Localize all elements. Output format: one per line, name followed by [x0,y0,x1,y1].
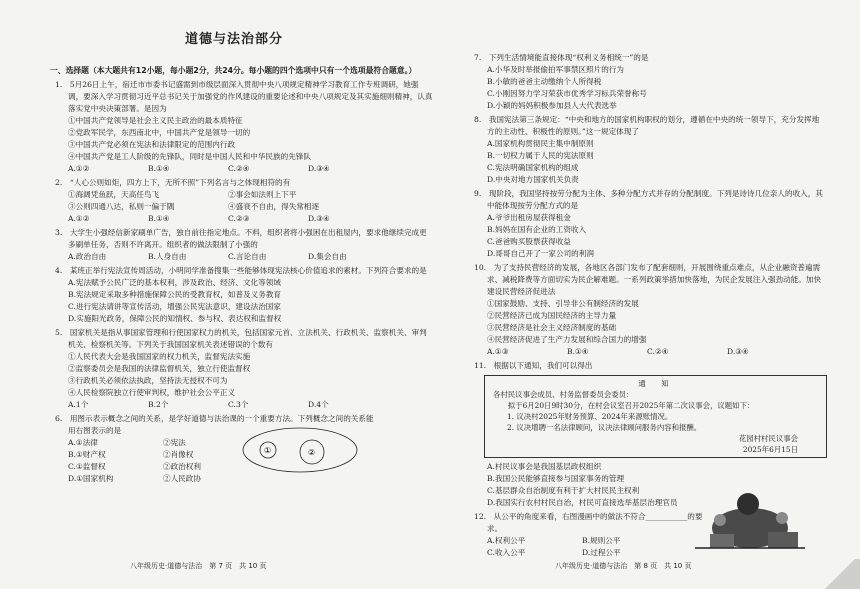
option-b[interactable]: B.我国公民能够直接参与国家事务的管理 [487,474,625,483]
statement: ④人民检察院独立行使审判权，维护社会公平正义 [68,388,236,397]
question-4 [55,265,433,325]
option-b[interactable]: B.①④ [567,347,589,356]
option-b[interactable]: B.小敏的爸爸主动缴纳个人所得税 [487,77,602,86]
statement: ④中国共产党是工人阶级的先锋队，同时是中国人民和中华民族的先锋队 [68,152,311,161]
question-stem: 2. “人心公则如炬，四方上下，无所不照”下列名言与之体现相符的有 [55,178,291,187]
notice-body: 拟于6月20日9时30分，在村会议室召开2025年第二次议事会，议题如下： [493,401,755,410]
question-10 [474,262,824,358]
statement: ④民营经济促进了生产力发展和综合国力的增强 [487,335,647,344]
option-c[interactable]: C.②④ [647,347,669,356]
cartoon-illustration [690,490,810,552]
answer-options [55,399,433,411]
answer-options [474,535,677,559]
question-stem: 1. 5月26日上午，宿迁市市委书记盛需到市级层面深入贯彻中央八项规定精神学习教育工作专班调研，她强调，要深入学习贯彻习近平总书记关于加强党的作风建设的重要论述和中央八项规定及其实施细则精神，认真落实党中央决策部署。是因为 [55,80,433,113]
option-d[interactable]: D.我国实行农村村民自治，村民可直接选举基层治理官员 [487,498,678,507]
option-d-pair: ②人民政协 [163,474,201,483]
footer-left: 八年级历史·道德与法治 第 7 页 共 10 页 [130,562,267,570]
question-stem: 12. 从公平的角度来看，右图漫画中的做法不符合___________的要求。 [474,512,703,533]
statement: ②监察委员会是我国的法律监督机关，独立行使监督权 [68,364,251,373]
question-stem: 5. 国家机关是指从事国家管理和行使国家权力的机关，包括国家元首、立法机关、行政机关、监察机关、审判机关、检察机关等。下列关于我国国家机关表述错误的个数有 [55,328,427,349]
statement: ①中国共产党领导是社会主义民主政治的最本质特征 [68,116,243,125]
question-stem: 10. 为了支持民营经济的发展，各地区各部门发布了配套细则，开展围绕重点难点，从企业融资普遍需求、减税降费等方面切实为民企解难题。一系列政策举措加快落地，为民企发展注入强劲动能。加快建设民营经济促进法 [474,263,822,296]
option-b[interactable]: B.①财产权 [68,450,106,459]
option-b[interactable]: B.人身自由 [148,252,187,261]
option-c[interactable]: C.基层群众自治制度有利于扩大村民民主权利 [487,486,640,495]
question-stem: 4. 某班正举行宪法宣传周活动，小明同学准备搜集一些能够体现宪法核心价值追求的素材。下列符合要求的是 [55,266,427,275]
question-stem: 7. 下列生活情境能直接体现“权利义务相统一”的是 [474,53,649,62]
answer-options [55,437,258,485]
right-column [474,50,824,559]
statement: ①人民代表大会是我国国家的权力机关，监督宪法实施 [68,352,251,361]
answer-options [55,251,433,263]
option-a[interactable]: A.①② [68,214,90,223]
option-c[interactable]: C.小刚因努力学习荣获市优秀学习标兵荣誉称号 [487,89,647,98]
option-d[interactable]: D.中央对地方国家机关负责 [487,175,579,184]
question-stem: 3. 大学生小强经信新家刷单广告，独自前往指定地点。不料，组织者将小强困在出租屋内，要求他继续完成更多刷单任务，否则不许离开。组织者的做法限制了小强的 [55,228,427,249]
notice-box [484,375,827,458]
notice-date: 2025年6月15日 [742,445,798,454]
statement: ③中国共产党必须在宪法和法律限定的范围内行政 [68,140,236,149]
notice-signer: 花园村村民议事会 [738,434,798,443]
statement: ③行政机关必须依法执政，坚持法无授权不可为 [68,376,228,385]
option-d[interactable]: D.小颖的妈妈积极参加县人大代表选举 [487,101,617,110]
option-b[interactable]: B.2个 [148,400,169,409]
statement: ①海阔凭鱼跃，天高任鸟飞 [68,190,160,199]
question-8 [474,114,824,186]
question-stem: 11. 根据以下通知，我们可以得出 [474,361,593,370]
answer-options [474,346,824,358]
concept-diagram [240,425,360,475]
option-d[interactable]: D.过程公平 [582,548,621,557]
answer-options [55,163,433,175]
diagram-label-2: ② [308,448,316,457]
option-d[interactable]: D.4个 [308,400,329,409]
option-b[interactable]: B.宪法规定采取多种措施保障公民的受教育权，如普及义务教育 [68,290,282,299]
option-a[interactable]: A.小华及时举报偷拍军事禁区照片的行为 [487,65,624,74]
question-7 [474,52,824,112]
option-a[interactable]: A.①③ [487,347,509,356]
option-a[interactable]: A.①② [68,164,90,173]
option-a[interactable]: A.村民议事会是我国基层政权组织 [487,462,602,471]
option-c[interactable]: C.①监督权 [68,462,106,471]
option-d[interactable]: D.①国家机构 [68,474,114,483]
statement: ③公则四通八达，私则一偏于隅 [68,202,175,211]
option-a[interactable]: A.爷爷出租房屋获得租金 [487,213,571,222]
option-d[interactable]: D.集会自由 [308,252,347,261]
option-b[interactable]: B.妈妈在国有企业的工资收入 [487,225,587,234]
page-curl [820,559,860,589]
statement-row [55,189,433,201]
question-stem: 8. 我国宪法第三条规定：“中央和地方的国家机构职权的划分，遵循在中央的统一领导下，充分发挥地方的主动性、积极性的原则。”这一规定体现了 [474,115,820,136]
option-a[interactable]: A.1个 [68,400,89,409]
question-11 [474,360,824,509]
option-a[interactable]: A.宪法赋予公民广泛的基本权利，涉及政治、经济、文化等领域 [68,278,281,287]
question-1 [55,79,433,175]
statement-row [55,201,433,213]
option-b[interactable]: B.一切权力属于人民的宪法原则 [487,151,594,160]
option-c[interactable]: C.3个 [228,400,249,409]
question-2 [55,177,433,225]
statement: ②事会如法则上下平 [228,190,297,199]
statement: ②党政军民学，东西南北中，中国共产党是领导一切的 [68,128,251,137]
option-c[interactable]: C.宪法明确国家机构的组成 [487,163,579,172]
option-a[interactable]: A.①法律 [68,438,98,447]
option-c[interactable]: C.②④ [228,164,250,173]
option-c[interactable]: C.进行宪法请讲等宣传活动，增强公民宪法意识，建设法治国家 [68,302,281,311]
option-d[interactable]: D.哥哥自己开了一家公司的利润 [487,249,594,258]
footer-right: 八年级历史·道德与法治 第 8 页 共 10 页 [555,562,692,570]
question-9 [474,188,824,260]
option-b[interactable]: B.①④ [148,214,170,223]
question-3 [55,227,433,263]
notice-greeting: 各村民议事会成员、村务监督委员会委员： [493,390,634,399]
notice-title: 通 知 [638,379,673,388]
question-stem: 9. 现阶段，我国坚持按劳分配为主体、多种分配方式并存的分配制度。下列是诗诗几位亲人的收入，其中能体现按劳分配方式的是 [474,189,823,210]
option-c[interactable]: C.爸爸购买股票获得收益 [487,237,571,246]
option-d[interactable]: D.③④ [727,347,749,356]
option-b-pair: ②肖像权 [163,450,194,459]
question-5 [55,327,433,411]
option-a[interactable]: A.政治自由 [68,252,107,261]
option-c[interactable]: C.②③ [228,214,250,223]
statement: ①国家鼓励、支持、引导非公有制经济的发展 [487,299,639,308]
option-c-pair: ②政治权利 [163,462,201,471]
answer-options [55,213,433,225]
option-b[interactable]: B.①④ [148,164,170,173]
diagram-label-1: ① [264,446,272,455]
statement: ④盛衰不自由，得失常相逐 [228,202,320,211]
option-c[interactable]: C.言论自由 [228,252,267,261]
notice-line: 2. 议决增聘一名法律顾问，议决法律顾问服务内容和报酬。 [507,423,702,432]
option-d[interactable]: D.③④ [308,214,330,223]
left-column [50,50,433,485]
option-a[interactable]: A.国家机构贯彻民主集中制原则 [487,139,594,148]
question-stem: 6. 用图示表示概念之间的关系，是学好道德与法治课的一个重要方法。下列概念之间的关系能用右图表示的是 [55,414,374,435]
option-b[interactable]: B.规则公平 [582,536,621,545]
section-heading: 一、选择题（本大题共有12小题，每小题2分，共24分。每小题的四个选项中只有一个选项最符合题意。） [50,66,417,75]
option-c[interactable]: C.收入公平 [487,548,526,557]
page-title: 道德与法治部分 [185,32,284,47]
statement: ③民营经济是社会主义经济制度的基础 [487,323,617,332]
option-d[interactable]: D.③④ [308,164,330,173]
notice-line: 1. 议决村2025年财务预算、2024年来源账情况。 [507,412,673,421]
option-a-pair: ②宪法 [163,438,186,447]
option-a[interactable]: A.权利公平 [487,536,526,545]
statement: ②民营经济已成为国民经济的主导力量 [487,311,617,320]
option-d[interactable]: D.实施阳光政务，保障公民的知情权、参与权、表达权和监督权 [68,314,282,323]
